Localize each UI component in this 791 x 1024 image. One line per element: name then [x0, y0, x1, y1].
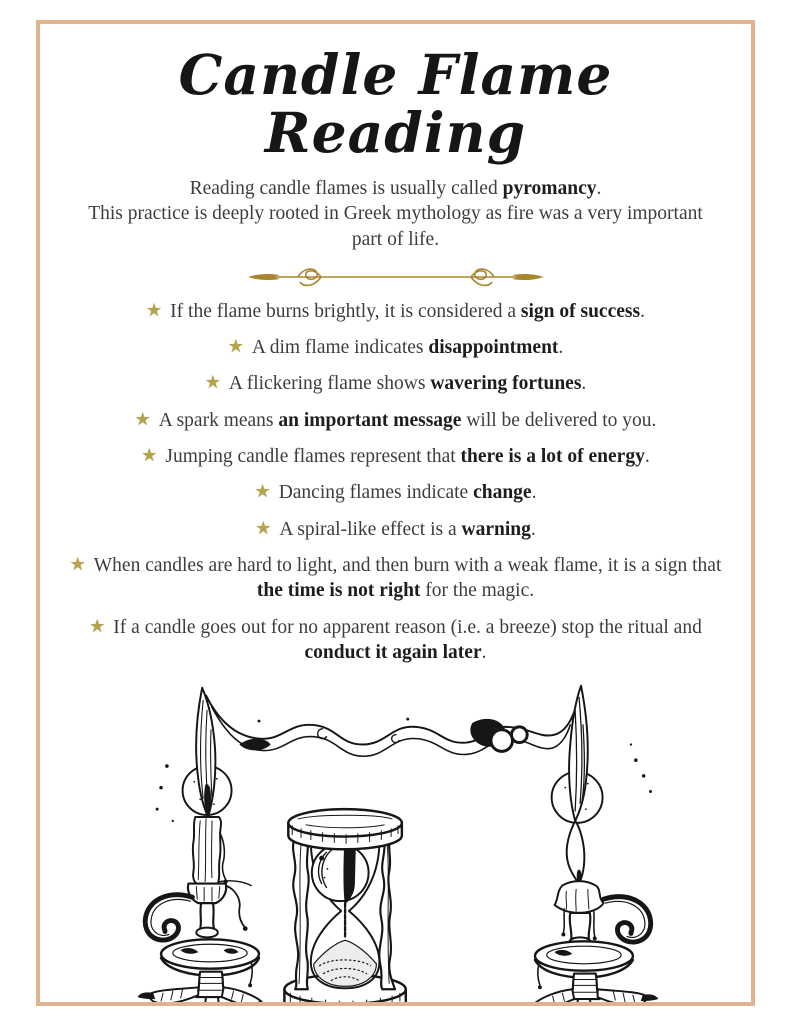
list-item: [62, 335, 730, 360]
list-item-text: Jumping candle flames represent that there is a lot of energy.: [165, 446, 650, 468]
candlesticks-and-hourglass-illustration: [96, 676, 696, 1006]
page-content: [40, 24, 751, 1006]
left-claw-foot: [137, 972, 269, 1006]
list-item: [62, 299, 730, 324]
star-icon: ★: [254, 481, 271, 502]
list-item-text: A dim flame indicates disappointment.: [251, 337, 564, 359]
list-item-text: If a candle goes out for no apparent reason (i.e. a breeze) stop the ritual and conduct it again later.: [113, 616, 702, 664]
list-item-text: A spiral-like effect is a warning.: [279, 518, 536, 540]
list-item: [62, 517, 730, 542]
list-item-text: A spark means an important message will be delivered to you.: [158, 409, 657, 431]
star-icon: ★: [255, 517, 272, 538]
hourglass: [284, 810, 405, 1006]
page-title: Candle Flame Reading: [178, 42, 613, 165]
intro-text: [84, 176, 708, 253]
left-candlestick: [145, 688, 259, 988]
list-item-text: Dancing flames indicate change.: [278, 482, 537, 504]
list-item-text: When candles are hard to light, and then burn with a weak flame, it is a sign that the time is not right for the magic.: [93, 555, 722, 602]
smoke-swirl: [206, 696, 575, 757]
star-icon: ★: [69, 554, 86, 575]
star-icon: ★: [141, 445, 158, 466]
list-item: [62, 553, 730, 604]
list-item-text: If the flame burns brightly, it is considered a sign of success.: [170, 300, 645, 322]
list-item: [62, 480, 730, 505]
star-icon: ★: [146, 299, 163, 320]
ornamental-divider: [40, 265, 751, 289]
intro-line: This practice is deeply rooted in Greek mythology as fire was a very important part of life.: [88, 203, 703, 250]
star-icon: ★: [89, 615, 106, 636]
list-item: [62, 408, 730, 433]
list-item: [62, 444, 730, 469]
list-item: [62, 371, 730, 396]
intro-line: Reading candle flames is usually called pyromancy.: [189, 177, 602, 199]
divider-icon: [246, 265, 546, 289]
page-frame: [36, 20, 755, 1006]
star-icon: ★: [227, 336, 244, 357]
star-icon: ★: [204, 372, 221, 393]
star-icon: ★: [134, 408, 151, 429]
list-item: [62, 615, 730, 666]
list-item-text: A flickering flame shows wavering fortunes.: [228, 373, 587, 395]
flame-meanings-list: [62, 299, 730, 666]
